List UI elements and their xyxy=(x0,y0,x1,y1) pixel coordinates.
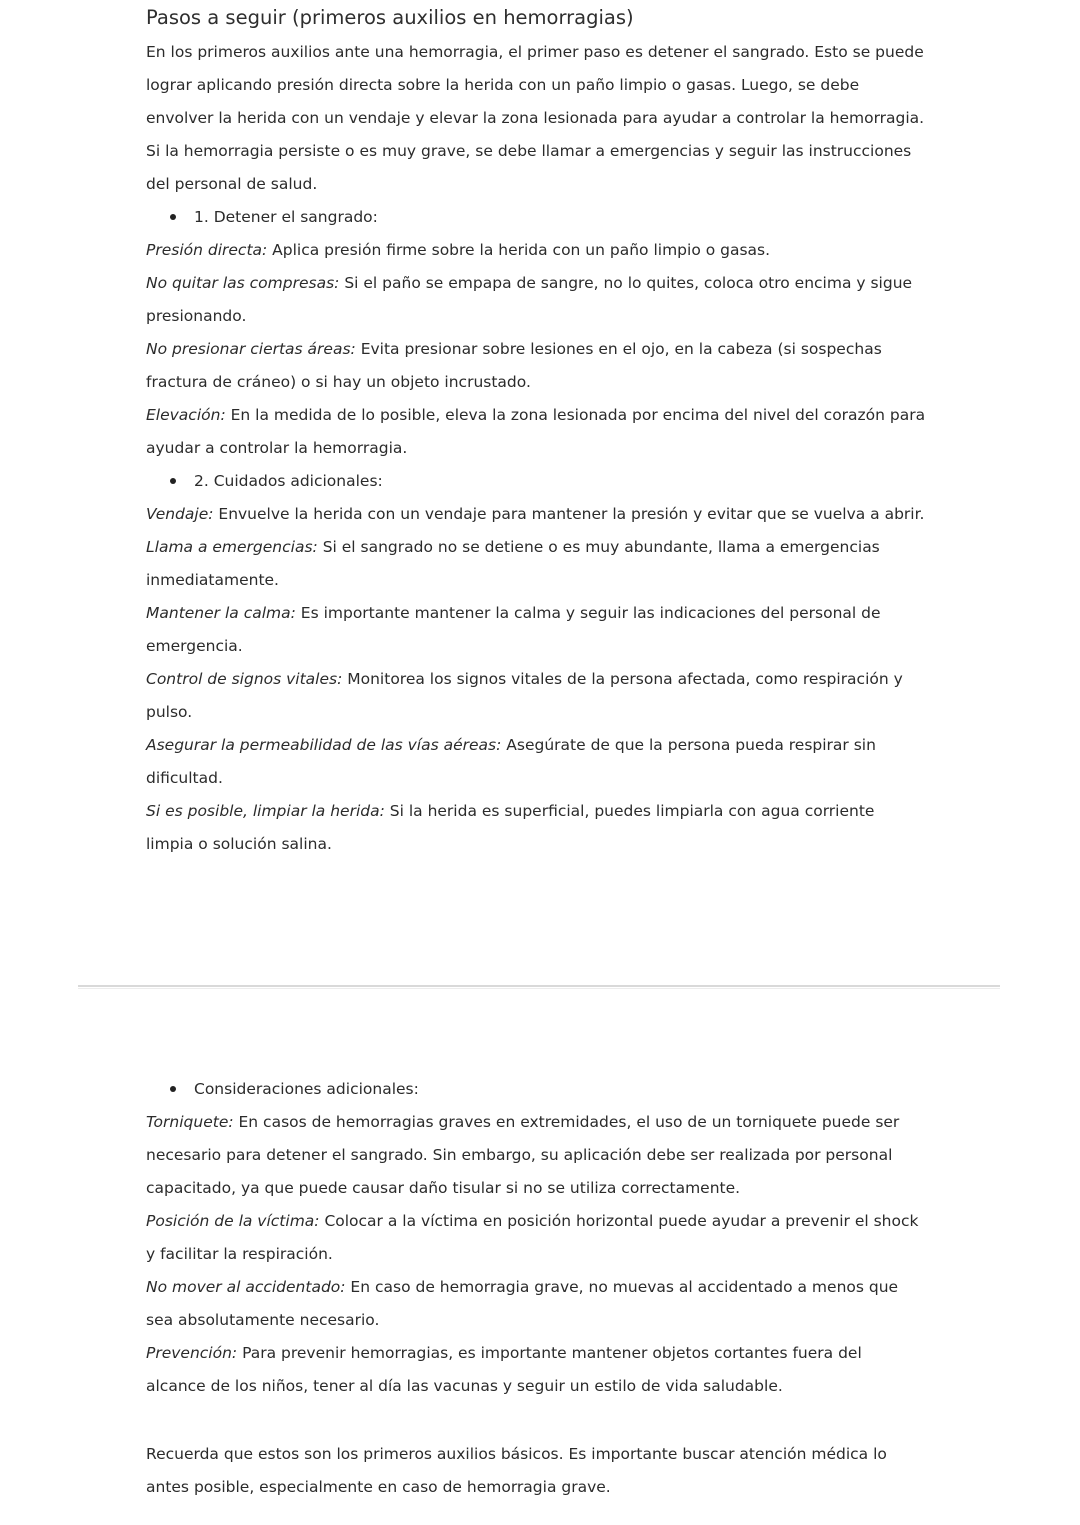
page-title: Pasos a seguir (primeros auxilios en hemorragias) xyxy=(146,6,634,29)
item-text: Asegúrate de que la persona pueda respirar sin dificultad. xyxy=(146,736,876,787)
item-term: Prevención: xyxy=(146,1344,238,1362)
section2-item xyxy=(146,597,926,663)
item-term: Presión directa: xyxy=(146,241,268,259)
section3-item xyxy=(146,1337,926,1403)
item-term: Llama a emergencias: xyxy=(146,538,318,556)
section3-item xyxy=(146,1271,926,1337)
intro-paragraph: En los primeros auxilios ante una hemorragia, el primer paso es detener el sangrado. Esto se puede lograr aplicando presión directa sobre la herida con un paño limpio o gasas. Luego, se debe envolver la herida con un vendaje y elevar la zona lesionada para ayudar a controlar la hemorragia. Si la hemorragia persiste o es muy grave, se debe llamar a emergencias y seguir las instrucciones del personal de salud. xyxy=(146,43,925,193)
item-text: En caso de hemorragia grave, no muevas al accidentado a menos que sea absolutamente necesario. xyxy=(146,1278,899,1329)
section1-list xyxy=(146,201,926,234)
section3-list xyxy=(146,1073,926,1106)
item-term: Posición de la víctima: xyxy=(146,1212,320,1230)
item-text: Colocar a la víctima en posición horizontal puede ayudar a prevenir el shock y facilitar la respiración. xyxy=(146,1212,919,1263)
item-term: Si es posible, limpiar la herida: xyxy=(146,802,385,820)
item-text: Si el paño se empapa de sangre, no lo quites, coloca otro encima y sigue presionando. xyxy=(146,274,913,325)
section1-item xyxy=(146,333,926,399)
item-term: No quitar las compresas: xyxy=(146,274,340,292)
page-divider xyxy=(78,985,1000,989)
item-text: Envuelve la herida con un vendaje para mantener la presión y evitar que se vuelva a abrir. xyxy=(213,505,925,523)
closing-paragraph: Recuerda que estos son los primeros auxilios básicos. Es importante buscar atención médica lo antes posible, especialmente en caso de hemorragia grave. xyxy=(146,1445,887,1496)
item-text: Monitorea los signos vitales de la persona afectada, como respiración y pulso. xyxy=(146,670,903,721)
item-text: Es importante mantener la calma y seguir las indicaciones del personal de emergencia. xyxy=(146,604,881,655)
section3-item xyxy=(146,1205,926,1271)
item-term: No presionar ciertas áreas: xyxy=(146,340,356,358)
section1-item xyxy=(146,234,926,267)
section1-item xyxy=(146,267,926,333)
item-text: Evita presionar sobre lesiones en el ojo, en la cabeza (si sospechas fractura de cráneo) o si hay un objeto incrustado. xyxy=(146,340,882,391)
item-term: Torniquete: xyxy=(146,1113,234,1131)
section2-item xyxy=(146,795,926,861)
section2-item xyxy=(146,531,926,597)
section2-list xyxy=(146,465,926,498)
item-text: En casos de hemorragias graves en extremidades, el uso de un torniquete puede ser necesario para detener el sangrado. Sin embargo, su aplicación debe ser realizada por personal capacitado, ya que puede causar daño tisular si no se utiliza correctamente. xyxy=(146,1113,900,1197)
section3-item xyxy=(146,1106,926,1205)
item-term: Elevación: xyxy=(146,406,226,424)
item-term: Asegurar la permeabilidad de las vías aéreas: xyxy=(146,736,502,754)
item-text: Aplica presión firme sobre la herida con un paño limpio o gasas. xyxy=(267,241,771,259)
item-text: Si la herida es superficial, puedes limpiarla con agua corriente limpia o solución salina. xyxy=(146,802,875,853)
item-term: Mantener la calma: xyxy=(146,604,296,622)
section1-heading: 1. Detener el sangrado: xyxy=(146,201,926,234)
section2-item xyxy=(146,729,926,795)
section-bottom xyxy=(146,1073,926,1403)
item-text: Para prevenir hemorragias, es importante mantener objetos cortantes fuera del alcance de los niños, tener al día las vacunas y seguir un estilo de vida saludable. xyxy=(146,1344,862,1395)
item-term: Control de signos vitales: xyxy=(146,670,343,688)
item-term: No mover al accidentado: xyxy=(146,1278,346,1296)
section3-heading: Consideraciones adicionales: xyxy=(146,1073,926,1106)
section2-heading: 2. Cuidados adicionales: xyxy=(146,465,926,498)
item-term: Vendaje: xyxy=(146,505,214,523)
section-top xyxy=(146,36,926,861)
section2-item xyxy=(146,498,926,531)
item-text: Si el sangrado no se detiene o es muy abundante, llama a emergencias inmediatamente. xyxy=(146,538,880,589)
section2-item xyxy=(146,663,926,729)
item-text: En la medida de lo posible, eleva la zona lesionada por encima del nivel del corazón para ayudar a controlar la hemorragia. xyxy=(146,406,926,457)
closing-block xyxy=(146,1438,926,1504)
section1-item xyxy=(146,399,926,465)
